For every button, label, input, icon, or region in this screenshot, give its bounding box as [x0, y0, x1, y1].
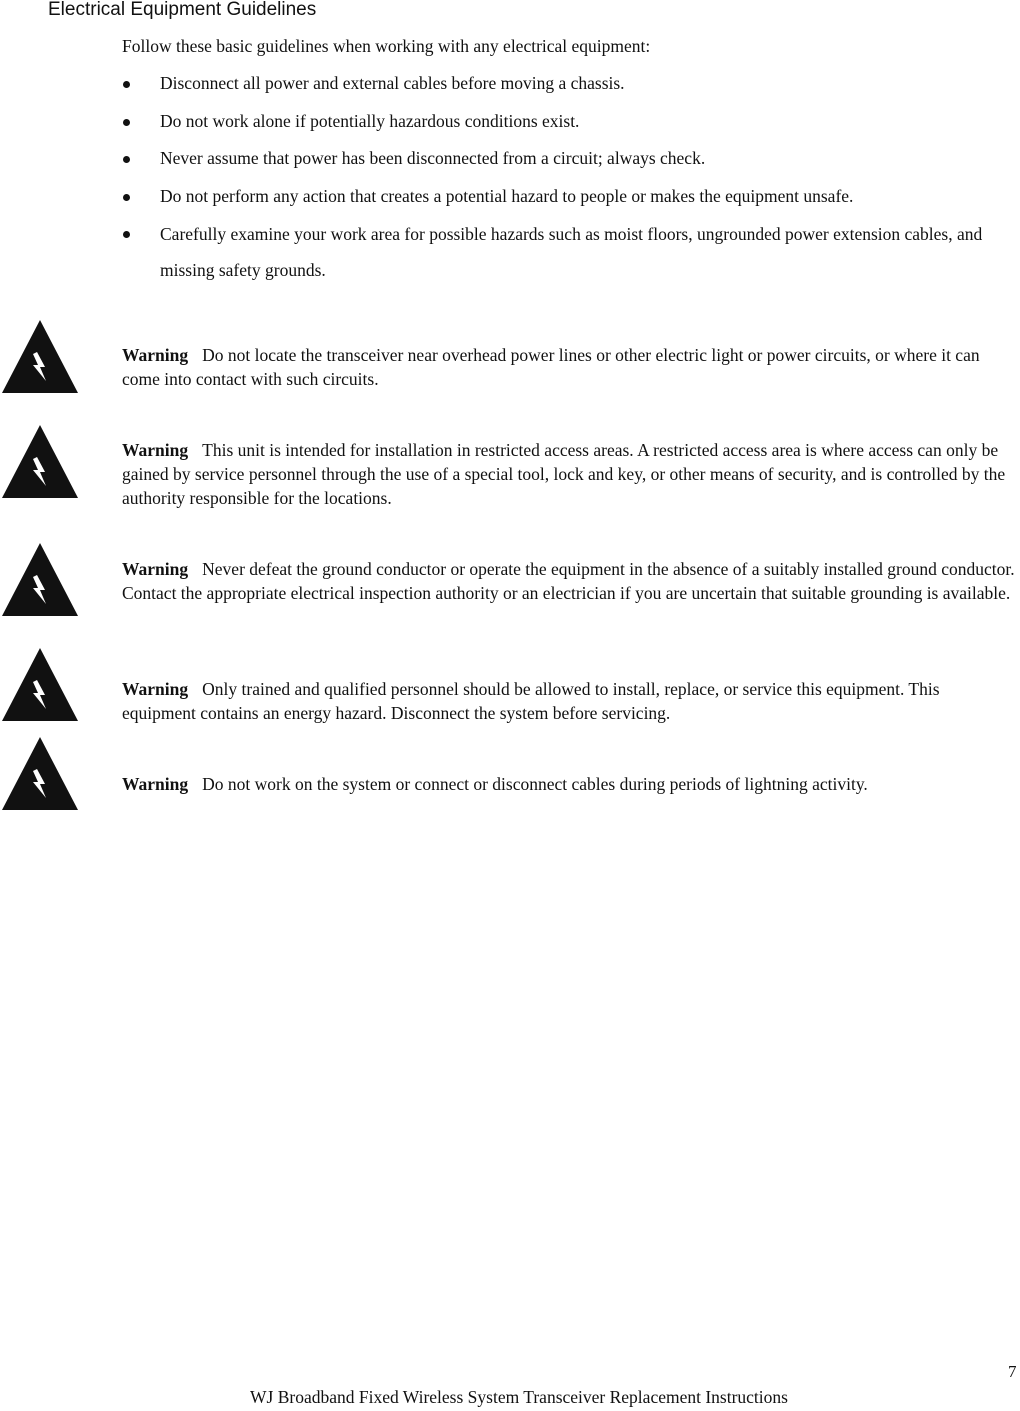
warning-block: [122, 438, 1017, 510]
warning-block: [122, 343, 1017, 391]
warning-label: Warning: [122, 440, 189, 460]
warning-block: [122, 557, 1017, 605]
list-item: Disconnect all power and external cables before moving a chassis.: [122, 71, 1002, 96]
guidelines-list: [122, 71, 1002, 301]
warning-text: Only trained and qualified personnel should be allowed to install, replace, or service this equipment. This equipment contains an energy hazard. Disconnect the system before servicing.: [122, 679, 940, 723]
warning-text: Do not work on the system or connect or disconnect cables during periods of lightning activity.: [202, 774, 868, 794]
warning-label: Warning: [122, 559, 189, 579]
warning-label: Warning: [122, 679, 189, 699]
warning-text: Do not locate the transceiver near overhead power lines or other electric light or power circuits, or where it can come into contact with such circuits.: [122, 345, 980, 389]
intro-paragraph: Follow these basic guidelines when working with any electrical equipment:: [122, 36, 651, 56]
warning-label: Warning: [122, 345, 189, 365]
warning-text: This unit is intended for installation in restricted access areas. A restricted access area is where access can only be gained by service personnel through the use of a special tool, lock and key, or other means of security, and is controlled by the authority responsible for the locations.: [122, 440, 1006, 508]
bullet-icon: [123, 81, 130, 88]
warning-block: [122, 677, 1017, 725]
high-voltage-warning-icon: [0, 541, 80, 617]
high-voltage-warning-icon: [0, 646, 80, 722]
high-voltage-warning-icon: [0, 735, 80, 811]
page-footer: WJ Broadband Fixed Wireless System Transceiver Replacement Instructions: [250, 1387, 788, 1407]
list-item: Carefully examine your work area for possible hazards such as moist floors, ungrounded power extension cables, and missing safety grounds.: [122, 216, 1002, 288]
bullet-icon: [123, 119, 130, 126]
high-voltage-warning-icon: [0, 423, 80, 499]
high-voltage-warning-icon: [0, 318, 80, 394]
warning-text: Never defeat the ground conductor or operate the equipment in the absence of a suitably installed ground conductor. Contact the appropriate electrical inspection authority or an electrician if you are uncertain that suitable grounding is available.: [122, 559, 1015, 603]
section-heading: Electrical Equipment Guidelines: [48, 0, 317, 20]
bullet-icon: [123, 231, 130, 238]
bullet-icon: [123, 156, 130, 163]
list-item: Never assume that power has been disconnected from a circuit; always check.: [122, 146, 1002, 171]
list-item: Do not perform any action that creates a potential hazard to people or makes the equipment unsafe.: [122, 184, 1002, 209]
list-item: Do not work alone if potentially hazardous conditions exist.: [122, 109, 1002, 134]
warning-label: Warning: [122, 774, 189, 794]
bullet-icon: [123, 194, 130, 201]
warning-block: [122, 772, 1017, 796]
page-number: 7: [1008, 1362, 1017, 1381]
